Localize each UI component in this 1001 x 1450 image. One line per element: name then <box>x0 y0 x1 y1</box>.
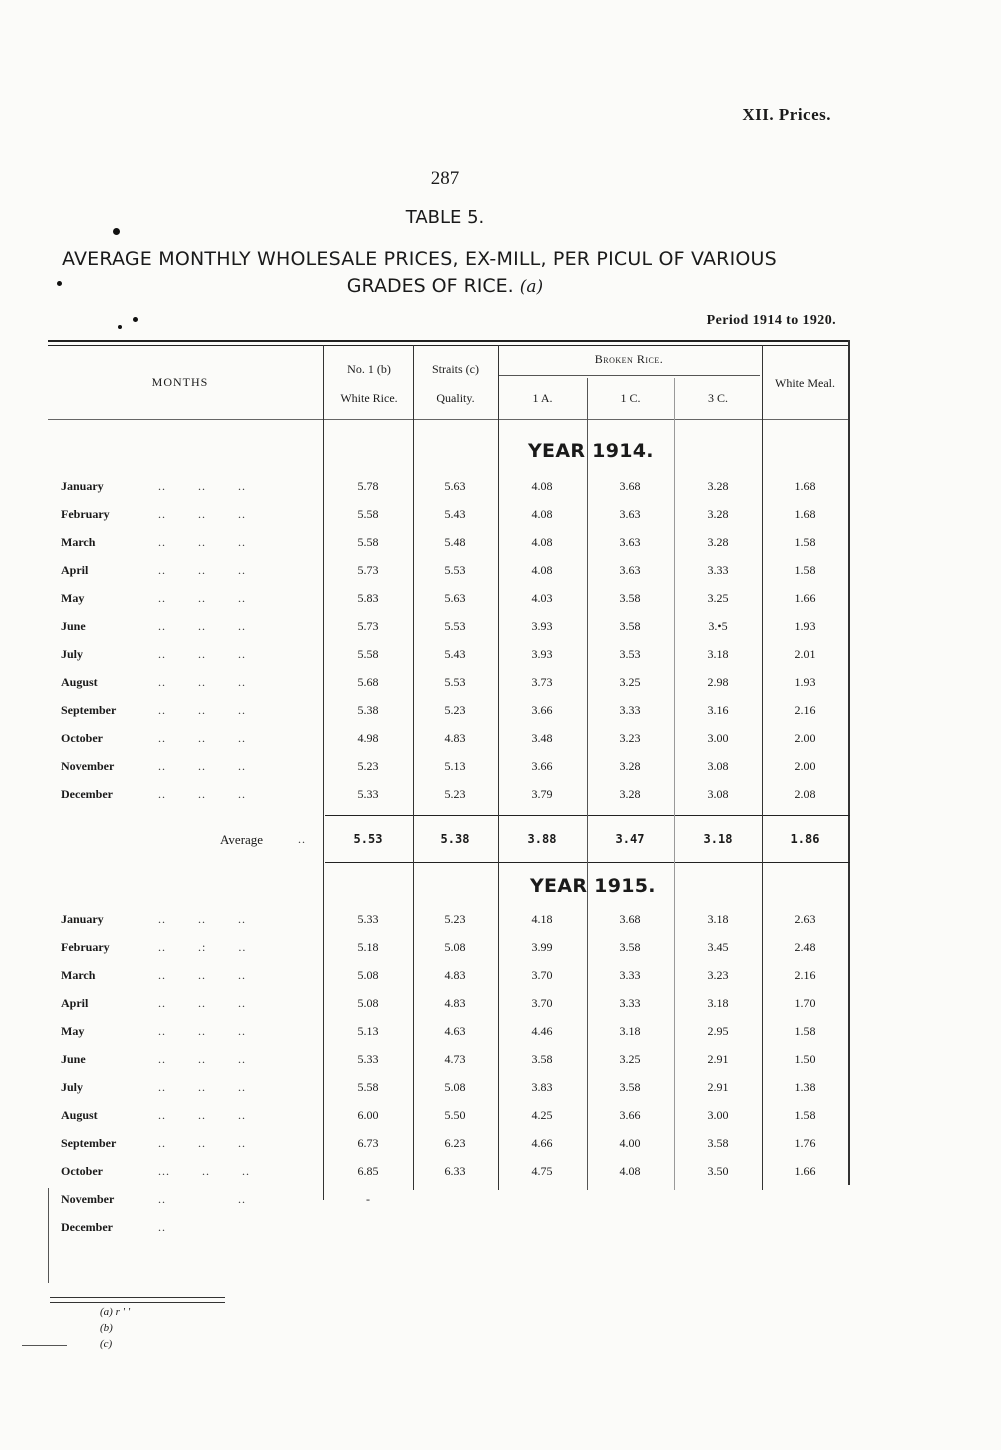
col-sep <box>413 345 414 1190</box>
col-header-straits-bottom: Quality. <box>436 391 475 405</box>
price-cell: 3.58 <box>619 1080 641 1094</box>
price-cell: 1.66 <box>794 591 816 605</box>
price-cell: 6.00 <box>357 1108 379 1122</box>
month-label: February <box>61 940 110 954</box>
price-cell: 5.53 <box>444 675 466 689</box>
price-cell: 4.63 <box>444 1024 466 1038</box>
price-cell: 5.13 <box>444 759 466 773</box>
price-cell: 3.08 <box>707 759 729 773</box>
price-cell: 3.53 <box>619 647 641 661</box>
ink-dot <box>118 325 122 329</box>
col-header-1a: 1 A. <box>532 391 553 405</box>
price-cell: 2.91 <box>707 1052 729 1066</box>
month-label: February <box>61 507 110 521</box>
price-cell: 1.38 <box>794 1080 816 1094</box>
price-cell: 5.73 <box>357 563 379 577</box>
price-cell: 4.83 <box>444 996 466 1010</box>
price-cell: 3.33 <box>619 968 641 982</box>
month-label: January <box>61 479 104 493</box>
price-cell: 1.58 <box>794 563 816 577</box>
price-cell: 3.28 <box>707 535 729 549</box>
price-cell: 6.33 <box>444 1164 466 1178</box>
price-cell: 3.66 <box>531 759 553 773</box>
average-cell: 1.86 <box>790 832 820 846</box>
col-header-3c: 3 C. <box>707 391 728 405</box>
price-cell: 5.23 <box>444 787 466 801</box>
price-cell: 3.93 <box>531 619 553 633</box>
month-label: July <box>61 1080 84 1094</box>
footnote-rule <box>50 1302 225 1303</box>
price-cell: 3.58 <box>531 1052 553 1066</box>
footnote-a: (a) r ' ' <box>100 1306 131 1318</box>
price-cell: 3.73 <box>531 675 553 689</box>
month-label: November <box>61 1192 115 1206</box>
price-cell: 3.63 <box>619 535 641 549</box>
price-cell: 3.33 <box>619 996 641 1010</box>
month-label: December <box>61 1220 113 1234</box>
price-cell: 4.46 <box>531 1024 553 1038</box>
price-cell: 4.08 <box>531 507 553 521</box>
price-cell: 3.66 <box>531 703 553 717</box>
leader-dots: .. .. .. <box>158 591 246 605</box>
price-cell: 3.08 <box>707 787 729 801</box>
price-cell: 5.33 <box>357 912 379 926</box>
ink-dot <box>57 281 62 286</box>
price-cell: - <box>366 1192 370 1206</box>
price-cell: 3.28 <box>619 759 641 773</box>
price-cell: 5.48 <box>444 535 466 549</box>
month-label: December <box>61 787 113 801</box>
price-cell: 4.03 <box>531 591 553 605</box>
price-cell: 5.78 <box>357 479 379 493</box>
leader-dots: .. .. .. <box>158 703 246 717</box>
leader-dots: .. <box>158 1220 166 1234</box>
footnote-rule <box>50 1297 225 1298</box>
price-cell: 3.25 <box>619 1052 641 1066</box>
price-cell: 5.58 <box>357 1080 379 1094</box>
leader-dots: .. .: .. <box>158 940 247 954</box>
price-cell: 4.08 <box>619 1164 641 1178</box>
col-header-white-meal: White Meal. <box>775 376 835 390</box>
price-cell: 3.45 <box>707 940 729 954</box>
table-top-rule <box>48 345 850 346</box>
price-cell: 3.99 <box>531 940 553 954</box>
price-cell: 3.66 <box>619 1108 641 1122</box>
price-cell: 2.91 <box>707 1080 729 1094</box>
price-cell: 2.16 <box>794 703 816 717</box>
price-cell: 3.25 <box>619 675 641 689</box>
price-cell: 3.63 <box>619 507 641 521</box>
month-label: April <box>61 996 89 1010</box>
table-top-rule <box>48 340 850 342</box>
price-cell: 3.63 <box>619 563 641 577</box>
price-cell: 3.58 <box>707 1136 729 1150</box>
col-sep <box>323 345 324 1200</box>
month-label: November <box>61 759 115 773</box>
average-cell: 5.38 <box>440 832 470 846</box>
col-sep <box>587 378 588 1190</box>
price-cell: 4.75 <box>531 1164 553 1178</box>
leader-dots: .. .. .. <box>158 1108 246 1122</box>
price-cell: 3.58 <box>619 619 641 633</box>
price-cell: 5.08 <box>444 940 466 954</box>
average-leader-dots: .. <box>298 832 306 846</box>
col-sep <box>674 378 675 1190</box>
leader-dots: .. .. .. <box>158 1136 246 1150</box>
year-1915-label: YEAR 1915. <box>530 875 656 897</box>
footnote-b: (b) <box>100 1322 113 1334</box>
leader-dots: .. .. .. <box>158 647 246 661</box>
price-cell: 1.93 <box>794 675 816 689</box>
price-cell: 5.23 <box>444 912 466 926</box>
leader-dots: .. .. .. <box>158 535 246 549</box>
average-cell: 3.47 <box>615 832 645 846</box>
month-label: September <box>61 1136 117 1150</box>
footnote-dash <box>22 1345 67 1346</box>
price-cell: 3.18 <box>619 1024 641 1038</box>
average-cell: 5.53 <box>353 832 383 846</box>
price-cell: 1.93 <box>794 619 816 633</box>
price-cell: 1.68 <box>794 479 816 493</box>
price-cell: 4.00 <box>619 1136 641 1150</box>
price-cell: 3.58 <box>619 591 641 605</box>
price-cell: 4.08 <box>531 563 553 577</box>
price-cell: 2.48 <box>794 940 816 954</box>
price-cell: 2.00 <box>794 731 816 745</box>
period-label: Period 1914 to 1920. <box>706 313 836 328</box>
title-footnote-ref: (a) <box>519 277 544 297</box>
month-label: October <box>61 1164 103 1178</box>
leader-dots: .. .. .. <box>158 1024 246 1038</box>
price-cell: 2.63 <box>794 912 816 926</box>
price-cell: 4.66 <box>531 1136 553 1150</box>
price-cell: 3.68 <box>619 479 641 493</box>
price-cell: 1.70 <box>794 996 816 1010</box>
price-cell: 3.•5 <box>708 619 728 633</box>
price-cell: 3.00 <box>707 1108 729 1122</box>
price-cell: 6.23 <box>444 1136 466 1150</box>
price-cell: 5.43 <box>444 507 466 521</box>
price-cell: 2.00 <box>794 759 816 773</box>
leader-dots: ... .. .. <box>158 1164 250 1178</box>
price-cell: 5.33 <box>357 787 379 801</box>
table-right-border <box>848 340 850 1185</box>
price-cell: 5.08 <box>357 996 379 1010</box>
col-header-months: MONTHS <box>151 375 209 389</box>
price-cell: 5.83 <box>357 591 379 605</box>
price-cell: 3.23 <box>707 968 729 982</box>
price-cell: 5.33 <box>357 1052 379 1066</box>
col-sep <box>498 345 499 1190</box>
average-cell: 3.18 <box>703 832 733 846</box>
price-cell: 1.58 <box>794 535 816 549</box>
price-cell: 5.53 <box>444 619 466 633</box>
month-label: August <box>61 1108 98 1122</box>
price-cell: 2.98 <box>707 675 729 689</box>
leader-dots: .. .. .. <box>158 507 246 521</box>
price-cell: 5.18 <box>357 940 379 954</box>
month-label: May <box>61 1024 85 1038</box>
month-label: August <box>61 675 98 689</box>
price-cell: 5.43 <box>444 647 466 661</box>
price-cell: 3.68 <box>619 912 641 926</box>
price-cell: 4.83 <box>444 968 466 982</box>
month-label: September <box>61 703 117 717</box>
price-cell: 1.68 <box>794 507 816 521</box>
price-cell: 3.33 <box>619 703 641 717</box>
col-header-no1-bottom: White Rice. <box>340 391 398 405</box>
price-cell: 2.08 <box>794 787 816 801</box>
table-title-line2 <box>0 275 890 297</box>
price-cell: 4.25 <box>531 1108 553 1122</box>
leader-dots: .. .. .. <box>158 1080 246 1094</box>
price-cell: 1.66 <box>794 1164 816 1178</box>
price-cell: 5.23 <box>357 759 379 773</box>
price-cell: 3.70 <box>531 996 553 1010</box>
month-label: March <box>61 968 96 982</box>
month-label: July <box>61 647 84 661</box>
price-cell: 3.79 <box>531 787 553 801</box>
price-cell: 5.08 <box>444 1080 466 1094</box>
price-cell: 5.73 <box>357 619 379 633</box>
leader-dots: .. .. .. <box>158 731 246 745</box>
price-cell: 1.58 <box>794 1024 816 1038</box>
month-label: October <box>61 731 103 745</box>
price-cell: 2.95 <box>707 1024 729 1038</box>
month-label: May <box>61 591 85 605</box>
price-cell: 3.28 <box>707 507 729 521</box>
price-cell: 4.08 <box>531 479 553 493</box>
leader-dots: .. .. .. <box>158 787 246 801</box>
price-cell: 5.08 <box>357 968 379 982</box>
price-cell: 3.50 <box>707 1164 729 1178</box>
col-header-straits-top: Straits (c) <box>432 362 479 376</box>
price-cell: 2.01 <box>794 647 816 661</box>
price-cell: 5.58 <box>357 647 379 661</box>
leader-dots: .. .. .. <box>158 996 246 1010</box>
price-cell: 1.50 <box>794 1052 816 1066</box>
price-cell: 5.50 <box>444 1108 466 1122</box>
price-cell: 5.53 <box>444 563 466 577</box>
table-number: TABLE 5. <box>405 207 485 228</box>
leader-dots: .. .. .. <box>158 619 246 633</box>
price-cell: 5.13 <box>357 1024 379 1038</box>
price-cell: 3.28 <box>619 787 641 801</box>
year-1914-label: YEAR 1914. <box>528 440 654 462</box>
price-cell: 4.08 <box>531 535 553 549</box>
leader-dots: .. .. <box>158 1192 246 1206</box>
price-cell: 6.85 <box>357 1164 379 1178</box>
price-cell: 3.18 <box>707 996 729 1010</box>
page-number: 287 <box>430 168 460 189</box>
price-cell: 1.58 <box>794 1108 816 1122</box>
price-cell: 5.68 <box>357 675 379 689</box>
price-cell: 3.28 <box>707 479 729 493</box>
leader-dots: .. .. .. <box>158 759 246 773</box>
price-cell: 3.93 <box>531 647 553 661</box>
price-cell: 5.58 <box>357 507 379 521</box>
leader-dots: .. .. .. <box>158 479 246 493</box>
price-cell: 5.63 <box>444 591 466 605</box>
average-cell: 3.88 <box>527 832 557 846</box>
price-cell: 5.63 <box>444 479 466 493</box>
price-cell: 5.58 <box>357 535 379 549</box>
col-header-1c: 1 C. <box>620 391 641 405</box>
leader-dots: .. .. .. <box>158 968 246 982</box>
price-cell: 3.23 <box>619 731 641 745</box>
table-title-line1: AVERAGE MONTHLY WHOLESALE PRICES, EX-MILL, PER PICUL OF VARIOUS <box>62 248 777 270</box>
leader-dots: .. .. .. <box>158 912 246 926</box>
section-heading: XII. Prices. <box>742 105 831 124</box>
price-cell: 3.18 <box>707 912 729 926</box>
price-cell: 3.25 <box>707 591 729 605</box>
price-cell: 4.83 <box>444 731 466 745</box>
col-header-broken-rice: Broken Rice. <box>594 352 664 366</box>
price-cell: 3.33 <box>707 563 729 577</box>
price-cell: 1.76 <box>794 1136 816 1150</box>
price-cell: 2.16 <box>794 968 816 982</box>
col-header-no1-top: No. 1 (b) <box>347 362 391 376</box>
month-label: March <box>61 535 96 549</box>
price-cell: 3.70 <box>531 968 553 982</box>
month-label: June <box>61 619 86 633</box>
ink-dot <box>113 228 120 235</box>
month-label: January <box>61 912 104 926</box>
price-cell: 4.18 <box>531 912 553 926</box>
price-cell: 5.23 <box>444 703 466 717</box>
header-bottom-rule <box>48 419 850 420</box>
leader-dots: .. .. .. <box>158 675 246 689</box>
title-text: GRADES OF RICE. <box>346 275 514 297</box>
leader-dots: .. .. .. <box>158 563 246 577</box>
price-cell: 6.73 <box>357 1136 379 1150</box>
month-label: April <box>61 563 89 577</box>
broken-rice-rule <box>498 375 760 376</box>
price-cell: 3.00 <box>707 731 729 745</box>
month-label: June <box>61 1052 86 1066</box>
left-margin-line <box>48 1188 49 1283</box>
price-cell: 3.48 <box>531 731 553 745</box>
average-label: Average <box>220 832 264 847</box>
leader-dots: .. .. .. <box>158 1052 246 1066</box>
price-cell: 3.18 <box>707 647 729 661</box>
price-cell: 5.38 <box>357 703 379 717</box>
price-cell: 3.83 <box>531 1080 553 1094</box>
price-cell: 4.73 <box>444 1052 466 1066</box>
price-cell: 3.58 <box>619 940 641 954</box>
price-cell: 3.16 <box>707 703 729 717</box>
price-cell: 4.98 <box>357 731 379 745</box>
col-sep <box>762 345 763 1190</box>
footnote-c: (c) <box>100 1338 113 1350</box>
ink-dot <box>133 317 138 322</box>
